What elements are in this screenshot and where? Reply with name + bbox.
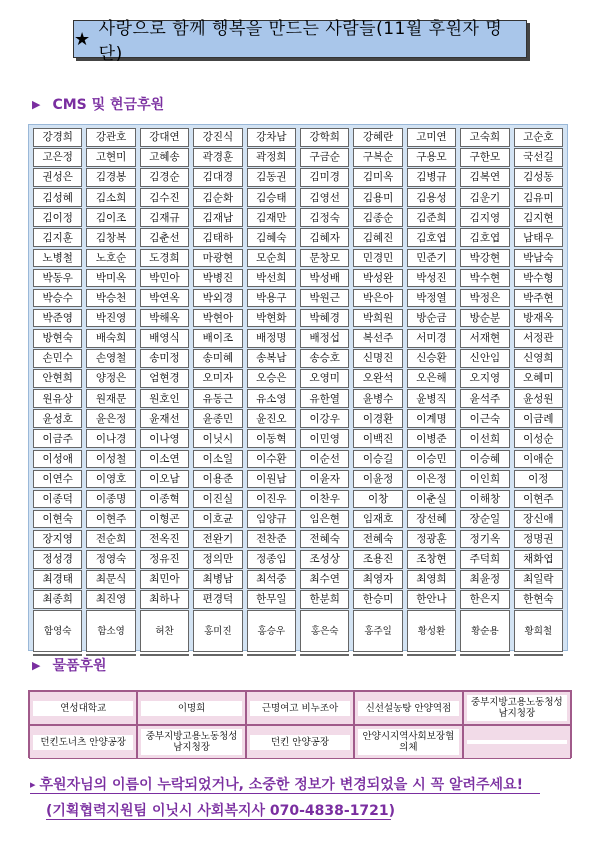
donor-name-cell: 신승환 xyxy=(407,349,456,368)
donor-name-cell: 원재문 xyxy=(86,389,135,408)
donor-name-cell xyxy=(407,654,456,656)
donor-name-cell: 이금주 xyxy=(33,429,82,448)
goods-donor-cell xyxy=(463,691,571,725)
donor-name-cell: 김동권 xyxy=(247,168,296,187)
donor-name-cell: 이용준 xyxy=(193,470,242,489)
donor-name-cell: 박현아 xyxy=(193,309,242,328)
donor-name-cell: 이종명 xyxy=(86,490,135,509)
donor-name-cell: 손민수 xyxy=(33,349,82,368)
donor-name-cell: 이계명 xyxy=(407,409,456,428)
donor-name-cell: 남태우 xyxy=(514,228,563,247)
donor-name-cell: 이순선 xyxy=(300,450,349,469)
donor-name-cell: 박은아 xyxy=(353,289,402,308)
donor-name-cell: 양정은 xyxy=(86,369,135,388)
donor-name-cell: 이경환 xyxy=(353,409,402,428)
donor-name-cell: 강차남 xyxy=(247,128,296,147)
donor-name-cell: 송승호 xyxy=(300,349,349,368)
donor-name-cell: 황성환 xyxy=(407,610,456,652)
donor-name-cell: 함소영 xyxy=(86,610,135,652)
donor-name-cell: 박성배 xyxy=(300,269,349,288)
donor-name-cell: 이나경 xyxy=(86,429,135,448)
donor-name-cell: 강학희 xyxy=(300,128,349,147)
donor-name-cell: 이현숙 xyxy=(33,510,82,529)
donor-name-cell: 함영숙 xyxy=(33,610,82,652)
contact-info: (기획협력지원팀 이닛시 사회복지사 070-4838-1721) xyxy=(46,803,396,819)
donor-name-cell: 원호인 xyxy=(140,389,189,408)
donor-name-cell: 이선희 xyxy=(460,429,509,448)
donor-name-cell: 김태하 xyxy=(193,228,242,247)
donor-name-cell: 배정섭 xyxy=(300,329,349,348)
donor-name-cell: 김경순 xyxy=(140,168,189,187)
donor-name-cell: 고미연 xyxy=(407,128,456,147)
donor-name-cell: 오완석 xyxy=(353,369,402,388)
donor-name-cell: 한은지 xyxy=(460,590,509,609)
donor-name-cell: 최문식 xyxy=(86,570,135,589)
donor-name-cell: 한안나 xyxy=(407,590,456,609)
goods-donor-name: 안양시지역사회보장협 의체 xyxy=(358,729,458,755)
donor-name-cell: 오미자 xyxy=(193,369,242,388)
goods-donor-cell xyxy=(246,725,354,759)
donor-name-cell: 정의만 xyxy=(193,550,242,569)
donor-name-cell: 김순화 xyxy=(193,188,242,207)
donor-name-cell: 최석중 xyxy=(247,570,296,589)
donor-name-cell: 국선길 xyxy=(514,148,563,167)
donor-name-cell: 박미옥 xyxy=(86,269,135,288)
donor-name-cell: 유동근 xyxy=(193,389,242,408)
donor-name-cell: 최수연 xyxy=(300,570,349,589)
donor-name-cell: 김혜숙 xyxy=(247,228,296,247)
donor-name-cell: 송미정 xyxy=(140,349,189,368)
donor-name-cell: 박선희 xyxy=(247,269,296,288)
donor-name-cell: 윤석주 xyxy=(460,389,509,408)
donor-name-cell: 홍은숙 xyxy=(300,610,349,652)
donor-name-cell: 송복남 xyxy=(247,349,296,368)
donor-name-cell: 김재남 xyxy=(193,208,242,227)
donor-name-cell: 방순금 xyxy=(407,309,456,328)
donor-name-cell: 김용미 xyxy=(353,188,402,207)
donor-name-cell: 한현숙 xyxy=(514,590,563,609)
donor-name-cell: 이금례 xyxy=(514,409,563,428)
donor-name-cell: 이진실 xyxy=(193,490,242,509)
goods-donor-cell xyxy=(137,691,245,725)
cms-donor-table xyxy=(28,124,568,651)
donor-name-cell: 김준희 xyxy=(407,208,456,227)
donor-name-cell xyxy=(193,654,242,656)
donor-name-cell: 박용구 xyxy=(247,289,296,308)
donor-name-cell: 신영희 xyxy=(514,349,563,368)
donor-name-cell: 전순희 xyxy=(86,530,135,549)
donor-name-cell: 정명권 xyxy=(514,530,563,549)
donor-name-cell: 곽정희 xyxy=(247,148,296,167)
donor-name-cell: 이승민 xyxy=(407,450,456,469)
donor-name-cell: 박희원 xyxy=(353,309,402,328)
triangle-icon: ▶ xyxy=(32,658,41,672)
donor-name-cell: 전찬준 xyxy=(247,530,296,549)
donor-name-cell: 윤병수 xyxy=(353,389,402,408)
donor-name-cell: 고혜송 xyxy=(140,148,189,167)
donor-name-cell: 신안임 xyxy=(460,349,509,368)
donor-name-cell: 이현주 xyxy=(514,490,563,509)
donor-name-cell: 박강현 xyxy=(460,249,509,268)
donor-name-cell: 박혜경 xyxy=(300,309,349,328)
donor-name-cell: 정영숙 xyxy=(86,550,135,569)
page-title-text: 사랑으로 함께 행복을 만드는 사람들(11월 후원자 명단) xyxy=(98,19,503,64)
donor-name-cell: 김경봉 xyxy=(86,168,135,187)
cms-donor-grid xyxy=(33,128,563,647)
donor-name-cell: 박원근 xyxy=(300,289,349,308)
donor-name-cell: 홍주일 xyxy=(353,610,402,652)
donor-name-cell: 장지영 xyxy=(33,530,82,549)
donor-name-cell: 김이정 xyxy=(33,208,82,227)
donor-name-cell: 김병규 xyxy=(407,168,456,187)
donor-name-cell: 최영희 xyxy=(407,570,456,589)
donor-name-cell: 강대연 xyxy=(140,128,189,147)
donor-name-cell: 이현주 xyxy=(86,510,135,529)
donor-name-cell: 강진식 xyxy=(193,128,242,147)
donor-name-cell: 박승수 xyxy=(33,289,82,308)
donor-name-cell: 최일락 xyxy=(514,570,563,589)
donor-name-cell: 임재호 xyxy=(353,510,402,529)
donor-name-cell: 윤성원 xyxy=(514,389,563,408)
section-goods-heading xyxy=(32,655,107,675)
donor-name-cell: 이윤정 xyxy=(353,470,402,489)
donor-name-cell: 곽경훈 xyxy=(193,148,242,167)
donor-name-cell: 원유상 xyxy=(33,389,82,408)
goods-donor-cell xyxy=(29,725,137,759)
donor-name-cell: 홍미진 xyxy=(193,610,242,652)
donor-name-cell: 김성동 xyxy=(514,168,563,187)
donor-name-cell: 박준영 xyxy=(33,309,82,328)
donor-name-cell: 이찬우 xyxy=(300,490,349,509)
donor-name-cell: 김종순 xyxy=(353,208,402,227)
donor-name-cell: 이소일 xyxy=(193,450,242,469)
goods-donor-cell xyxy=(246,691,354,725)
donor-name-cell: 이윤자 xyxy=(300,470,349,489)
donor-name-cell: 이오남 xyxy=(140,470,189,489)
donor-name-cell: 송미혜 xyxy=(193,349,242,368)
donor-name-cell: 윤은정 xyxy=(86,409,135,428)
donor-name-cell: 김재만 xyxy=(247,208,296,227)
donor-name-cell: 박외경 xyxy=(193,289,242,308)
donor-name-cell: 이진우 xyxy=(247,490,296,509)
donor-name-cell: 고순호 xyxy=(514,128,563,147)
donor-name-cell: 이성철 xyxy=(86,450,135,469)
donor-name-cell: 유소영 xyxy=(247,389,296,408)
donor-name-cell: 이민영 xyxy=(300,429,349,448)
donor-name-cell: 박해옥 xyxy=(140,309,189,328)
donor-name-cell: 고현미 xyxy=(86,148,135,167)
donor-name-cell: 최영자 xyxy=(353,570,402,589)
donor-name-cell xyxy=(353,654,402,656)
donor-name-cell: 안현희 xyxy=(33,369,82,388)
donor-name-cell: 조성상 xyxy=(300,550,349,569)
donor-name-cell: 김수진 xyxy=(140,188,189,207)
goods-donor-name: 던킨 안양공장 xyxy=(250,735,350,750)
donor-name-cell: 이인희 xyxy=(460,470,509,489)
donor-name-cell: 이해창 xyxy=(460,490,509,509)
donor-name-cell: 배정명 xyxy=(247,329,296,348)
donor-name-cell: 박남숙 xyxy=(514,249,563,268)
donor-name-cell: 김호엽 xyxy=(460,228,509,247)
donor-name-cell: 복선주 xyxy=(353,329,402,348)
donor-name-cell: 손영철 xyxy=(86,349,135,368)
donor-name-cell: 김승태 xyxy=(247,188,296,207)
donor-name-cell: 이수환 xyxy=(247,450,296,469)
donor-name-cell: 배이조 xyxy=(193,329,242,348)
donor-name-cell: 고은정 xyxy=(33,148,82,167)
donor-name-cell: 이은정 xyxy=(407,470,456,489)
donor-name-cell: 윤진오 xyxy=(247,409,296,428)
donor-name-cell xyxy=(140,654,189,656)
donor-name-cell: 한무일 xyxy=(247,590,296,609)
donor-name-cell: 박연옥 xyxy=(140,289,189,308)
donor-name-cell: 박현화 xyxy=(247,309,296,328)
donor-name-cell: 박정열 xyxy=(407,289,456,308)
donor-name-cell: 배영식 xyxy=(140,329,189,348)
donor-name-cell: 이춘실 xyxy=(407,490,456,509)
donor-name-cell: 오영미 xyxy=(300,369,349,388)
donor-name-cell: 최하나 xyxy=(140,590,189,609)
donor-name-cell: 이종덕 xyxy=(33,490,82,509)
donor-name-cell: 김운기 xyxy=(460,188,509,207)
donor-name-cell: 고숙희 xyxy=(460,128,509,147)
donor-name-cell: 김성혜 xyxy=(33,188,82,207)
donor-name-cell: 박민아 xyxy=(140,269,189,288)
donor-name-cell: 모순희 xyxy=(247,249,296,268)
donor-name-cell: 임양규 xyxy=(247,510,296,529)
donor-name-cell: 문창모 xyxy=(300,249,349,268)
page-title xyxy=(73,19,527,64)
goods-donor-name: 중부지방고용노동청성 남지청장 xyxy=(141,729,241,755)
donor-name-cell: 도경희 xyxy=(140,249,189,268)
donor-name-cell: 김혜자 xyxy=(300,228,349,247)
donor-name-cell: 이병준 xyxy=(407,429,456,448)
goods-donor-name: 근명여고 비누조아 xyxy=(250,701,350,716)
donor-name-cell: 김호엽 xyxy=(407,228,456,247)
notice-underline xyxy=(30,793,540,794)
donor-name-cell: 구한모 xyxy=(460,148,509,167)
donor-name-cell: 구금순 xyxy=(300,148,349,167)
donor-name-cell: 정성경 xyxy=(33,550,82,569)
goods-donor-name: 이명희 xyxy=(141,701,241,716)
donor-name-cell: 민준기 xyxy=(407,249,456,268)
donor-name-cell: 정유진 xyxy=(140,550,189,569)
donor-name-cell: 강경희 xyxy=(33,128,82,147)
donor-name-cell: 이연수 xyxy=(33,470,82,489)
goods-donor-cell xyxy=(354,691,462,725)
donor-name-cell: 황순용 xyxy=(460,610,509,652)
donor-name-cell: 황희철 xyxy=(514,610,563,652)
donor-name-cell: 오혜미 xyxy=(514,369,563,388)
donor-name-cell: 노병철 xyxy=(33,249,82,268)
donor-name-cell xyxy=(247,654,296,656)
donor-name-cell: 김정숙 xyxy=(300,208,349,227)
donor-name-cell: 한분희 xyxy=(300,590,349,609)
donor-name-cell: 이원남 xyxy=(247,470,296,489)
donor-name-cell: 김창복 xyxy=(86,228,135,247)
donor-name-cell: 이성애 xyxy=(33,450,82,469)
donor-name-cell: 조용진 xyxy=(353,550,402,569)
donor-name-cell: 구복순 xyxy=(353,148,402,167)
section-cms-label: CMS 및 현금후원 xyxy=(52,97,165,113)
donor-name-cell: 최종희 xyxy=(33,590,82,609)
donor-name-cell: 허찬 xyxy=(140,610,189,652)
donor-name-cell: 구용모 xyxy=(407,148,456,167)
donor-name-cell: 이애순 xyxy=(514,450,563,469)
donor-name-cell: 민경민 xyxy=(353,249,402,268)
donor-name-cell: 김혜진 xyxy=(353,228,402,247)
donor-name-cell: 장순일 xyxy=(460,510,509,529)
donor-name-cell: 오승은 xyxy=(247,369,296,388)
donor-name-cell: 노호순 xyxy=(86,249,135,268)
donor-name-cell: 유한열 xyxy=(300,389,349,408)
donor-name-cell: 최민아 xyxy=(140,570,189,589)
donor-name-cell: 이정 xyxy=(514,470,563,489)
donor-name-cell: 이닛시 xyxy=(193,429,242,448)
goods-donor-name: 신선설농탕 안양역점 xyxy=(358,701,458,716)
donor-name-cell: 김대경 xyxy=(193,168,242,187)
donor-name-cell: 이백진 xyxy=(353,429,402,448)
donor-name-cell: 이근숙 xyxy=(460,409,509,428)
donor-name-cell: 배숙희 xyxy=(86,329,135,348)
donor-name-cell: 서정관 xyxy=(514,329,563,348)
donor-name-cell: 최병남 xyxy=(193,570,242,589)
notice-text: 후원자님의 이름이 누락되었거나, 소중한 정보가 변경되었을 시 꼭 알려주세요! xyxy=(39,777,523,793)
donor-name-cell: 김유미 xyxy=(514,188,563,207)
donor-name-cell: 최윤정 xyxy=(460,570,509,589)
contact-underline xyxy=(46,819,391,820)
donor-name-cell: 김미옥 xyxy=(353,168,402,187)
goods-donor-cell xyxy=(29,691,137,725)
goods-donor-cell xyxy=(463,725,571,759)
donor-name-cell: 오은해 xyxy=(407,369,456,388)
donor-name-cell: 박수현 xyxy=(460,269,509,288)
donor-name-cell: 이종혁 xyxy=(140,490,189,509)
donor-name-cell xyxy=(514,654,563,656)
donor-name-cell: 박정은 xyxy=(460,289,509,308)
donor-name-cell: 엄현경 xyxy=(140,369,189,388)
donor-name-cell: 김지훈 xyxy=(33,228,82,247)
donor-name-cell: 박진영 xyxy=(86,309,135,328)
goods-donor-name: 던킨도너츠 안양공장 xyxy=(33,735,133,750)
donor-name-cell: 권성은 xyxy=(33,168,82,187)
donor-name-cell: 이성순 xyxy=(514,429,563,448)
donor-name-cell: 김용성 xyxy=(407,188,456,207)
donor-name-cell xyxy=(300,654,349,656)
donor-name-cell: 임은현 xyxy=(300,510,349,529)
goods-donor-name: 중부지방고용노동청성 남지청장 xyxy=(467,695,567,721)
donor-name-cell: 박주현 xyxy=(514,289,563,308)
donor-name-cell: 이동혁 xyxy=(247,429,296,448)
donor-name-cell: 윤종민 xyxy=(193,409,242,428)
donor-name-cell: 이소연 xyxy=(140,450,189,469)
donor-name-cell: 이승혜 xyxy=(460,450,509,469)
donor-name-cell: 박승천 xyxy=(86,289,135,308)
donor-name-cell: 이영호 xyxy=(86,470,135,489)
section-cms-heading xyxy=(32,94,164,114)
donor-name-cell: 오지영 xyxy=(460,369,509,388)
donor-name-cell: 김영선 xyxy=(300,188,349,207)
donor-name-cell: 전혜숙 xyxy=(353,530,402,549)
donor-name-cell: 편경덕 xyxy=(193,590,242,609)
donor-name-cell: 이승길 xyxy=(353,450,402,469)
donor-name-cell: 방순분 xyxy=(460,309,509,328)
donor-name-cell: 박병진 xyxy=(193,269,242,288)
donor-name-cell: 장신애 xyxy=(514,510,563,529)
donor-name-cell: 주덕희 xyxy=(460,550,509,569)
donor-name-cell: 신명진 xyxy=(353,349,402,368)
donor-name-cell: 방재옥 xyxy=(514,309,563,328)
donor-name-cell xyxy=(460,654,509,656)
star-icon: ★ xyxy=(74,28,91,50)
donor-name-cell: 김지현 xyxy=(514,208,563,227)
donor-name-cell: 이호균 xyxy=(193,510,242,529)
donor-name-cell: 김복연 xyxy=(460,168,509,187)
donor-name-cell: 김미경 xyxy=(300,168,349,187)
donor-name-cell: 김재규 xyxy=(140,208,189,227)
donor-name-cell: 이나영 xyxy=(140,429,189,448)
triangle-icon: ▸ xyxy=(30,777,36,791)
donor-name-cell: 정기옥 xyxy=(460,530,509,549)
goods-donor-cell xyxy=(354,725,462,759)
donor-name-cell: 최진영 xyxy=(86,590,135,609)
donor-name-cell: 방현숙 xyxy=(33,329,82,348)
donor-name-cell: 강혜란 xyxy=(353,128,402,147)
donor-name-cell: 윤재선 xyxy=(140,409,189,428)
donor-name-cell: 김이조 xyxy=(86,208,135,227)
donor-name-cell: 강관호 xyxy=(86,128,135,147)
donor-name-cell: 박동우 xyxy=(33,269,82,288)
donor-name-cell: 전완기 xyxy=(193,530,242,549)
goods-donor-cell xyxy=(137,725,245,759)
donor-name-cell: 이창 xyxy=(353,490,402,509)
donor-name-cell: 박성완 xyxy=(353,269,402,288)
donor-name-cell: 전혜숙 xyxy=(300,530,349,549)
donor-name-cell: 이강우 xyxy=(300,409,349,428)
donor-name-cell: 채화엽 xyxy=(514,550,563,569)
donor-name-cell: 홍승우 xyxy=(247,610,296,652)
goods-donor-name: 연성대학교 xyxy=(33,701,133,716)
goods-donor-table xyxy=(28,690,572,758)
donor-name-cell: 정광훈 xyxy=(407,530,456,549)
donor-name-cell: 이형곤 xyxy=(140,510,189,529)
donor-name-cell: 최경태 xyxy=(33,570,82,589)
triangle-icon: ▶ xyxy=(32,97,41,111)
notice xyxy=(30,774,523,794)
donor-name-cell: 서미경 xyxy=(407,329,456,348)
donor-name-cell: 장선혜 xyxy=(407,510,456,529)
donor-name-cell: 김지영 xyxy=(460,208,509,227)
donor-name-cell: 김춘선 xyxy=(140,228,189,247)
donor-name-cell: 마광현 xyxy=(193,249,242,268)
donor-name-cell: 한승미 xyxy=(353,590,402,609)
donor-name-cell: 윤성호 xyxy=(33,409,82,428)
donor-name-cell: 조창현 xyxy=(407,550,456,569)
donor-name-cell: 정종임 xyxy=(247,550,296,569)
donor-name-cell: 전옥진 xyxy=(140,530,189,549)
donor-name-cell: 박수형 xyxy=(514,269,563,288)
donor-name-cell: 윤병직 xyxy=(407,389,456,408)
donor-name-cell: 박성진 xyxy=(407,269,456,288)
donor-name-cell: 서재현 xyxy=(460,329,509,348)
donor-name-cell: 김소희 xyxy=(86,188,135,207)
goods-donor-name xyxy=(467,740,567,744)
section-goods-label: 물품후원 xyxy=(52,658,107,674)
